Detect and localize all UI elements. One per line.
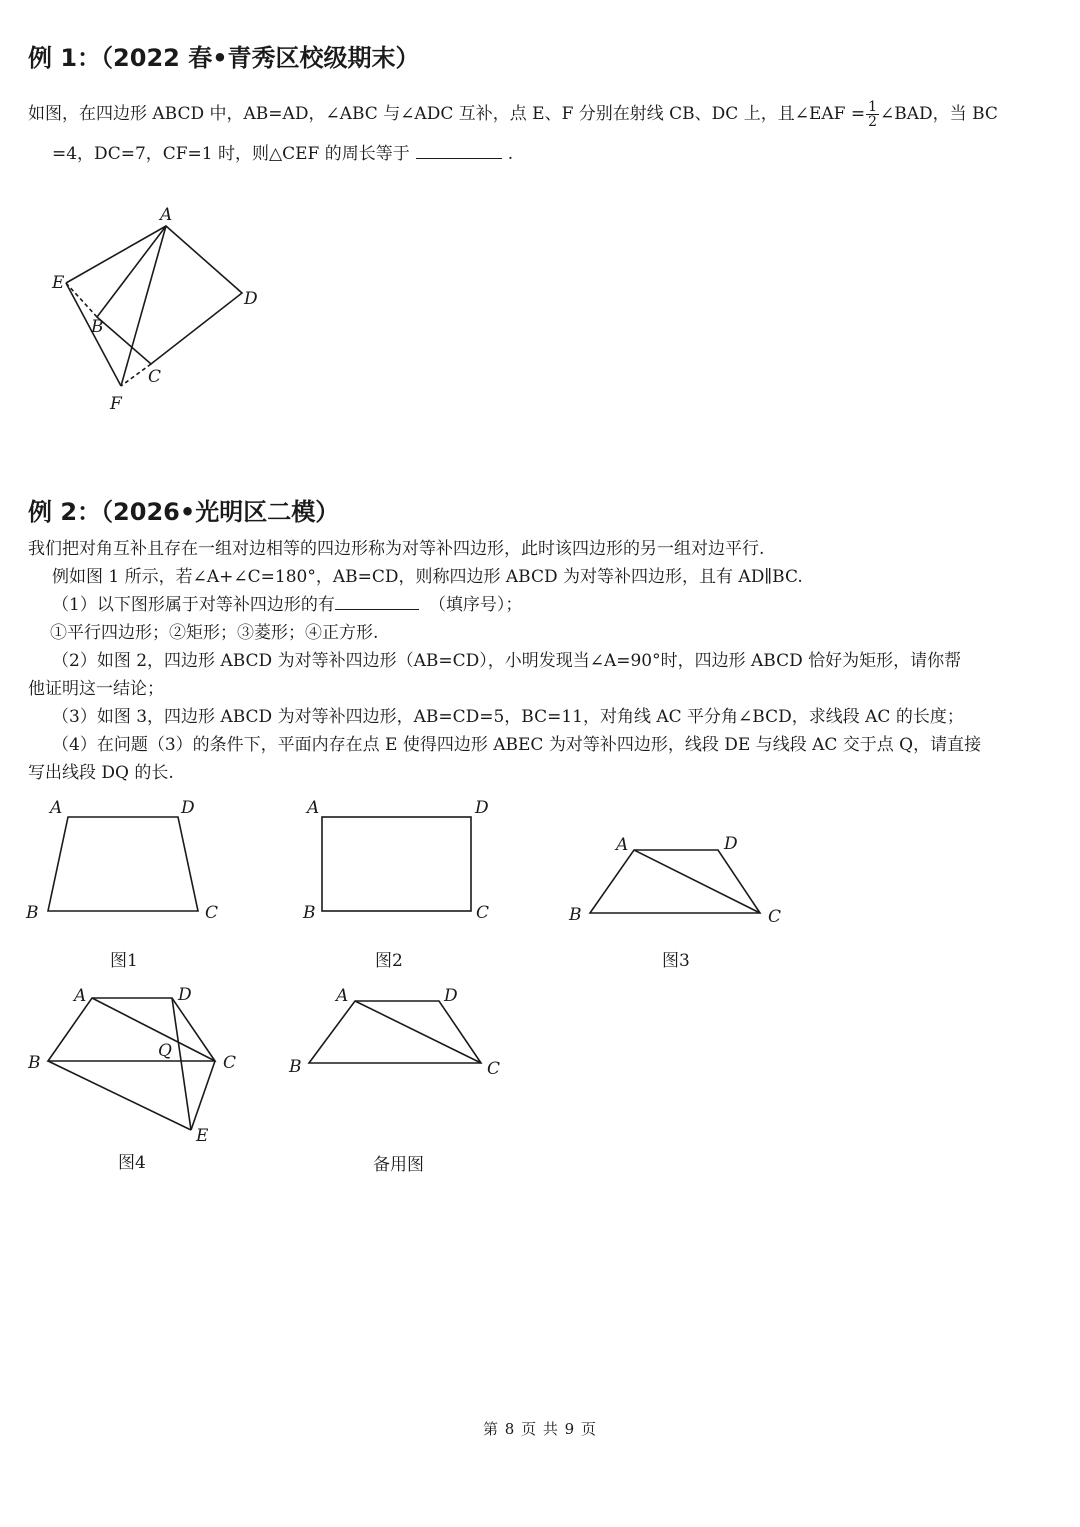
label-d: D	[181, 798, 195, 818]
label-q: Q	[158, 1041, 172, 1061]
label-a: A	[74, 986, 87, 1006]
example-1-line-1-pre: 如图，在四边形 ABCD 中，AB=AD，∠ABC 与∠ADC 互补，点 E、F 分别在射线 CB、DC 上，且∠EAF =	[28, 104, 866, 124]
example-1-line-2-post: .	[507, 144, 514, 164]
label-a: A	[160, 205, 173, 225]
question-2: （2）如图 2，四边形 ABCD 为对等补四边形（AB=CD），小明发现当∠A=90°时，四边形 ABCD 恰好为矩形，请你帮	[52, 651, 962, 671]
quad-abcd	[97, 226, 242, 364]
label-c: C	[148, 367, 162, 387]
trapezoid-abcd	[309, 1001, 481, 1063]
question-1	[52, 594, 522, 616]
example-1-title: 例 1：（2022 春•青秀区校级期末）	[28, 44, 420, 72]
label-d: D	[444, 986, 458, 1006]
label-c: C	[223, 1053, 237, 1073]
diagonal-ac	[634, 850, 760, 913]
half-fraction	[866, 100, 879, 129]
question-1-post: （填序号）；	[428, 595, 523, 615]
figure-4	[20, 980, 260, 1180]
label-a: A	[50, 798, 63, 818]
label-c: C	[487, 1059, 501, 1079]
question-1-pre: （1）以下图形属于对等补四边形的有	[52, 595, 335, 615]
label-d: D	[475, 798, 489, 818]
question-1-blank[interactable]	[335, 595, 419, 610]
segment-de	[172, 998, 191, 1130]
fraction-numerator: 1	[868, 99, 878, 115]
label-a: A	[616, 835, 629, 855]
question-2-cont: 他证明这一结论；	[28, 679, 164, 699]
label-d: D	[178, 985, 192, 1005]
figure-2	[295, 795, 505, 975]
example-2-title: 例 2：（2026•光明区二模）	[28, 498, 340, 526]
label-c: C	[768, 907, 782, 927]
question-4: （4）在问题（3）的条件下，平面内存在点 E 使得四边形 ABEC 为对等补四边形，线段 DE 与线段 AC 交于点 Q，请直接	[52, 735, 982, 755]
label-b: B	[28, 1053, 41, 1073]
example-1-figure	[40, 200, 270, 415]
figure-1	[20, 795, 230, 975]
example-2-line-1: 例如图 1 所示，若∠A+∠C=180°，AB=CD，则称四边形 ABCD 为对等补四边形，且有 AD∥BC.	[52, 567, 803, 587]
segment-ec	[191, 1061, 215, 1130]
segment-af	[121, 226, 166, 386]
question-3: （3）如图 3，四边形 ABCD 为对等补四边形，AB=CD=5，BC=11，对角线 AC 平分角∠BCD，求线段 AC 的长度；	[52, 707, 964, 727]
figure-3	[560, 830, 790, 975]
question-4-cont: 写出线段 DQ 的长.	[28, 763, 174, 783]
label-e: E	[196, 1126, 209, 1146]
label-b: B	[303, 903, 316, 923]
fraction-denominator: 2	[868, 114, 878, 130]
segment-be	[48, 1061, 191, 1130]
label-c: C	[476, 903, 490, 923]
example-1-line-1	[28, 100, 998, 129]
caption-spare: 备用图	[373, 1155, 424, 1175]
trapezoid-abcd	[48, 998, 215, 1061]
label-b: B	[289, 1057, 302, 1077]
trapezoid-abcd	[590, 850, 760, 913]
answer-blank[interactable]	[416, 144, 502, 159]
diagonal-ac	[92, 998, 215, 1061]
segment-ae	[66, 226, 166, 283]
question-1-options: ①平行四边形；②矩形；③菱形；④正方形.	[50, 623, 379, 643]
spare-figure	[280, 980, 520, 1180]
label-e: E	[52, 273, 65, 293]
diagonal-ac	[355, 1001, 481, 1063]
caption-fig2: 图2	[375, 951, 403, 971]
label-d: D	[244, 289, 258, 309]
caption-fig4: 图4	[118, 1153, 146, 1173]
label-f: F	[110, 394, 122, 414]
label-d: D	[724, 834, 738, 854]
example-2-line-0: 我们把对角互补且存在一组对边相等的四边形称为对等补四边形，此时该四边形的另一组对边平行.	[28, 539, 765, 559]
page-footer: 第 8 页 共 9 页	[483, 1420, 597, 1438]
trapezoid-abcd	[48, 817, 198, 911]
caption-fig3: 图3	[662, 951, 690, 971]
label-a: A	[336, 986, 349, 1006]
example-1-line-2-pre: =4，DC=7，CF=1 时，则△CEF 的周长等于	[52, 144, 410, 164]
label-c: C	[205, 903, 219, 923]
label-b: B	[569, 905, 582, 925]
example-1-line-1-post: ∠BAD，当 BC	[880, 104, 998, 124]
rectangle-abcd	[322, 817, 471, 911]
label-a: A	[307, 798, 320, 818]
label-b: B	[26, 903, 39, 923]
example-1-line-2	[52, 143, 513, 165]
caption-fig1: 图1	[110, 951, 138, 971]
label-b: B	[91, 317, 104, 337]
